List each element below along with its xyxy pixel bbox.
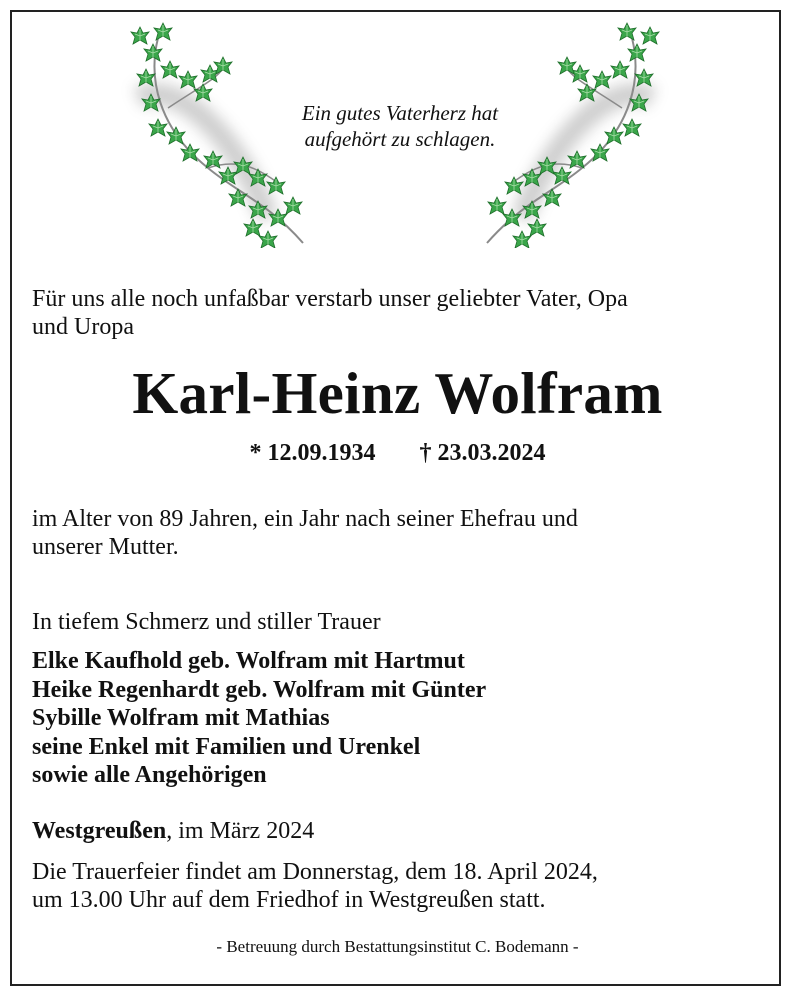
mourner-5: sowie alle Angehörigen [32,762,267,788]
death-date: † 23.03.2024 [419,440,546,466]
funeral-service-info [32,858,772,914]
age-line-1: im Alter von 89 Jahren, ein Jahr nach seiner Ehefrau und [32,506,578,532]
deceased-name: Karl-Heinz Wolfram [132,360,663,426]
life-dates [0,440,795,467]
undertaker-note: - Betreuung durch Bestattungsinstitut C. Bodemann - [216,937,579,956]
mourner-3: Sybille Wolfram mit Mathias [32,705,330,731]
place-town: Westgreußen [32,818,167,844]
intro-line-2: und Uropa [32,314,134,340]
intro-text [32,285,772,341]
place-month: , im März 2024 [166,818,315,844]
place-date [32,817,772,845]
mourner-2: Heike Regenhardt geb. Wolfram mit Günter [32,676,487,703]
motto-line-2: aufgehört zu schlagen. [304,127,496,151]
service-line-1: Die Trauerfeier findet am Donnerstag, dem 18. April 2024, [32,859,598,885]
intro-line-1: Für uns alle noch unfaßbar verstarb unser geliebter Vater, Opa [32,286,628,312]
age-line-2: unserer Mutter. [32,534,179,560]
grief-line: In tiefem Schmerz und stiller Trauer [32,609,381,635]
motto [230,100,570,152]
mourner-4: seine Enkel mit Familien und Urenkel [32,733,421,760]
motto-line-1: Ein gutes Vaterherz hat [301,101,499,125]
mourners-list [32,647,486,790]
mourner-1: Elke Kaufhold geb. Wolfram mit Hartmut [32,648,465,674]
birth-date: * 12.09.1934 [249,440,376,466]
age-text [32,505,772,561]
service-line-2: um 13.00 Uhr auf dem Friedhof in Westgreußen statt. [32,887,546,913]
